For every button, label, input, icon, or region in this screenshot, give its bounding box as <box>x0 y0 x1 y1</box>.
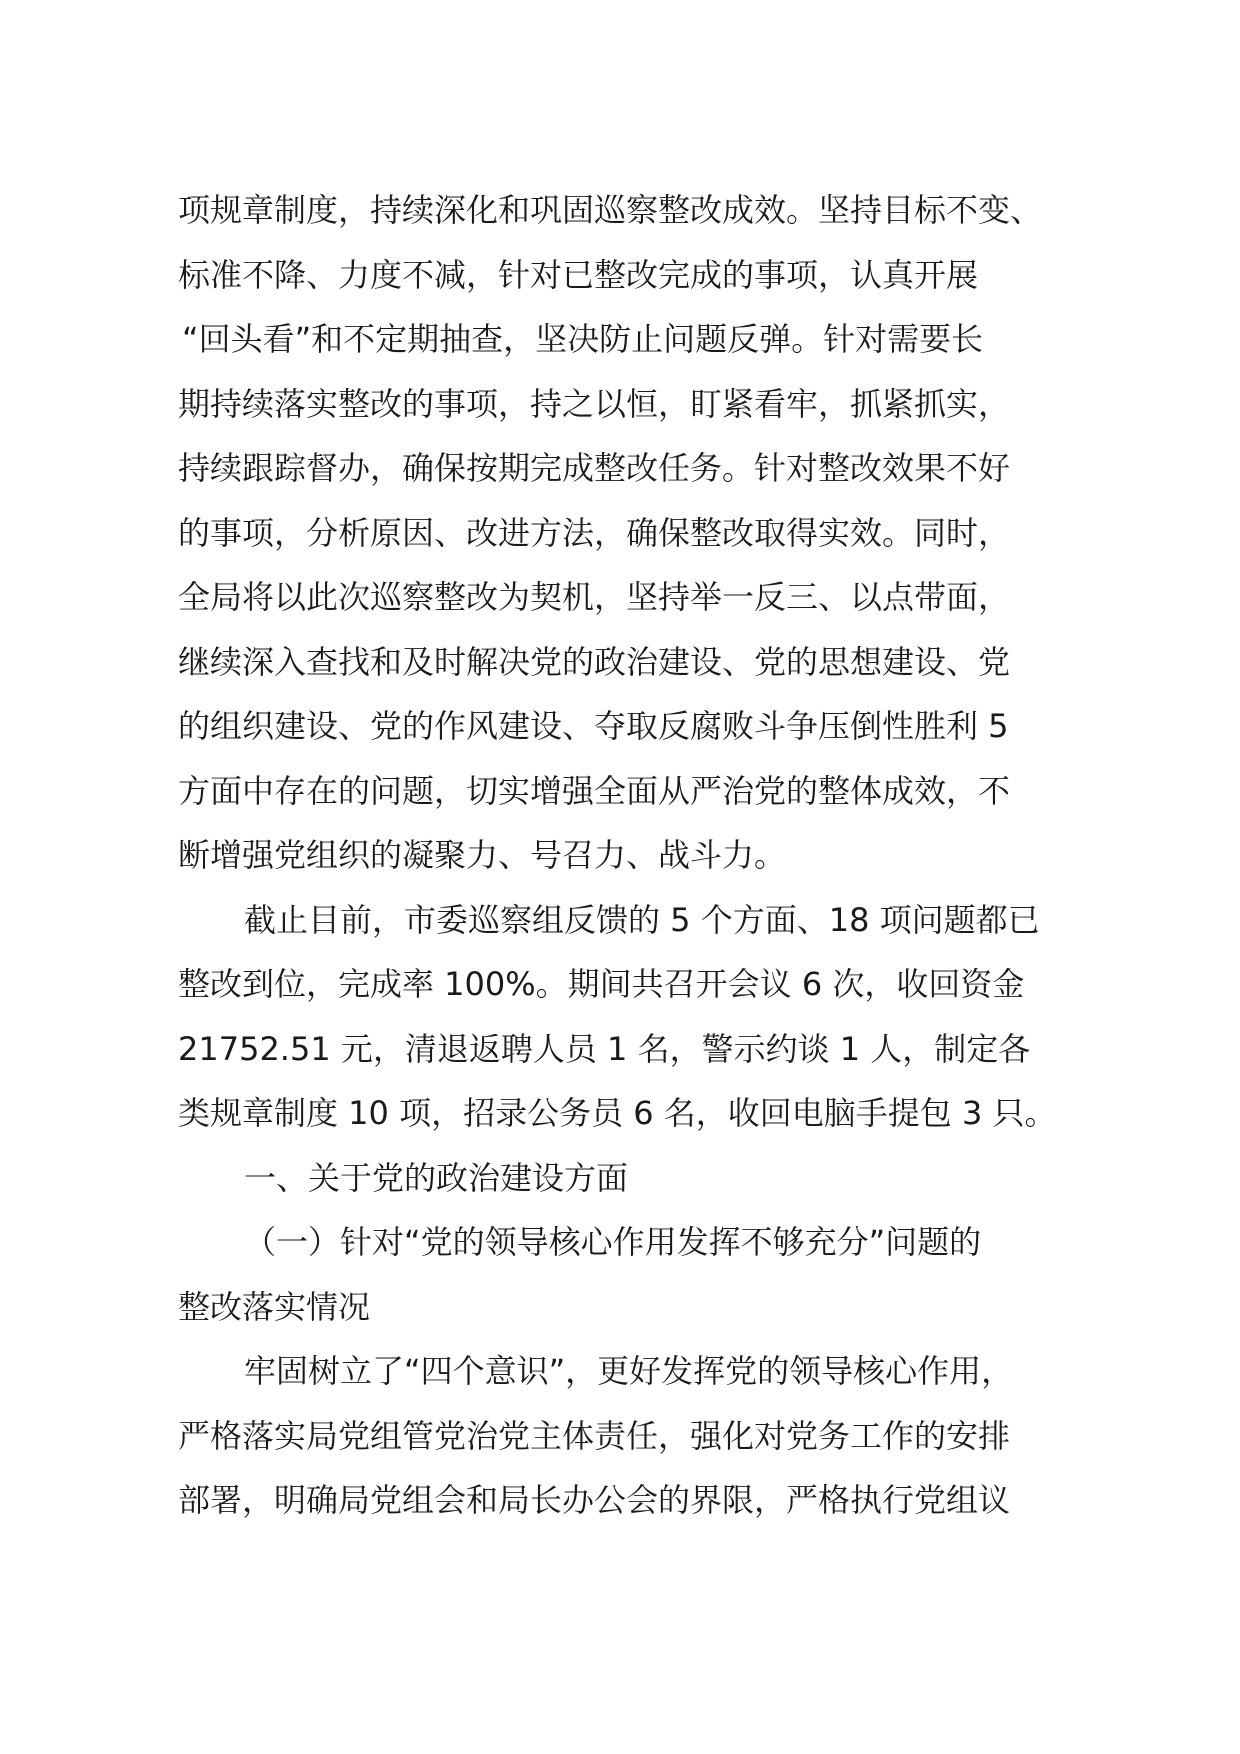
text-line: “回头看”和不定期抽查，坚决防止问题反弹。针对需要长 <box>182 320 984 358</box>
text-line: 方面中存在的问题，切实增强全面从严治党的整体成效，不 <box>178 771 1011 810</box>
subsection-heading <box>178 1210 1068 1339</box>
text-line: 持续跟踪督办，确保按期完成整改任务。针对整改效果不好 <box>178 449 1011 487</box>
paragraph-summary <box>178 888 1068 1146</box>
text-line: 部署，明确局党组会和局长办公会的界限，严格执行党组议 <box>178 1481 1011 1519</box>
section-heading <box>178 1146 1068 1211</box>
text-line: （一）针对“党的领导核心作用发挥不够充分”问题的 <box>244 1223 982 1261</box>
text-line: 的组织建设、党的作风建设、夺取反腐败斗争压倒性胜利 5 <box>178 707 1009 745</box>
text-line: 类规章制度 10 项，招录公务员 6 名，收回电脑手提包 3 只。 <box>178 1094 1057 1132</box>
text-line: 标准不降、力度不减，针对已整改完成的事项，认真开展 <box>178 255 979 294</box>
text-line: 断增强党组织的凝聚力、号召力、战斗力。 <box>178 836 787 874</box>
paragraph-continuation <box>178 178 1068 888</box>
text-line: 牢固树立了“四个意识”，更好发挥党的领导核心作用， <box>244 1352 1014 1390</box>
text-line: 一、关于党的政治建设方面 <box>244 1158 629 1197</box>
text-line: 项规章制度，持续深化和巩固巡察整改成效。坚持目标不变、 <box>178 191 1043 229</box>
text-line: 整改到位，完成率 100%。期间共召开会议 6 次，收回资金 <box>178 965 1025 1003</box>
text-line: 整改落实情况 <box>178 1287 371 1326</box>
text-line: 期持续落实整改的事项，持之以恒，盯紧看牢，抓紧抓实， <box>178 384 1011 423</box>
text-line: 全局将以此次巡察整改为契机，坚持举一反三、以点带面， <box>178 578 1011 616</box>
paragraph-measures <box>178 1339 1068 1533</box>
text-line: 继续深入查找和及时解决党的政治建设、党的思想建设、党 <box>178 642 1011 681</box>
text-line: 截止目前，市委巡察组反馈的 5 个方面、18 项问题都已 <box>244 900 1040 939</box>
text-line: 的事项，分析原因、改进方法，确保整改取得实效。同时， <box>178 513 1011 552</box>
text-line: 严格落实局党组管党治党主体责任，强化对党务工作的安排 <box>178 1416 1011 1455</box>
document-body <box>178 178 1068 1533</box>
text-line: 21752.51 元，清退返聘人员 1 名，警示约谈 1 人，制定各 <box>178 1029 1031 1068</box>
